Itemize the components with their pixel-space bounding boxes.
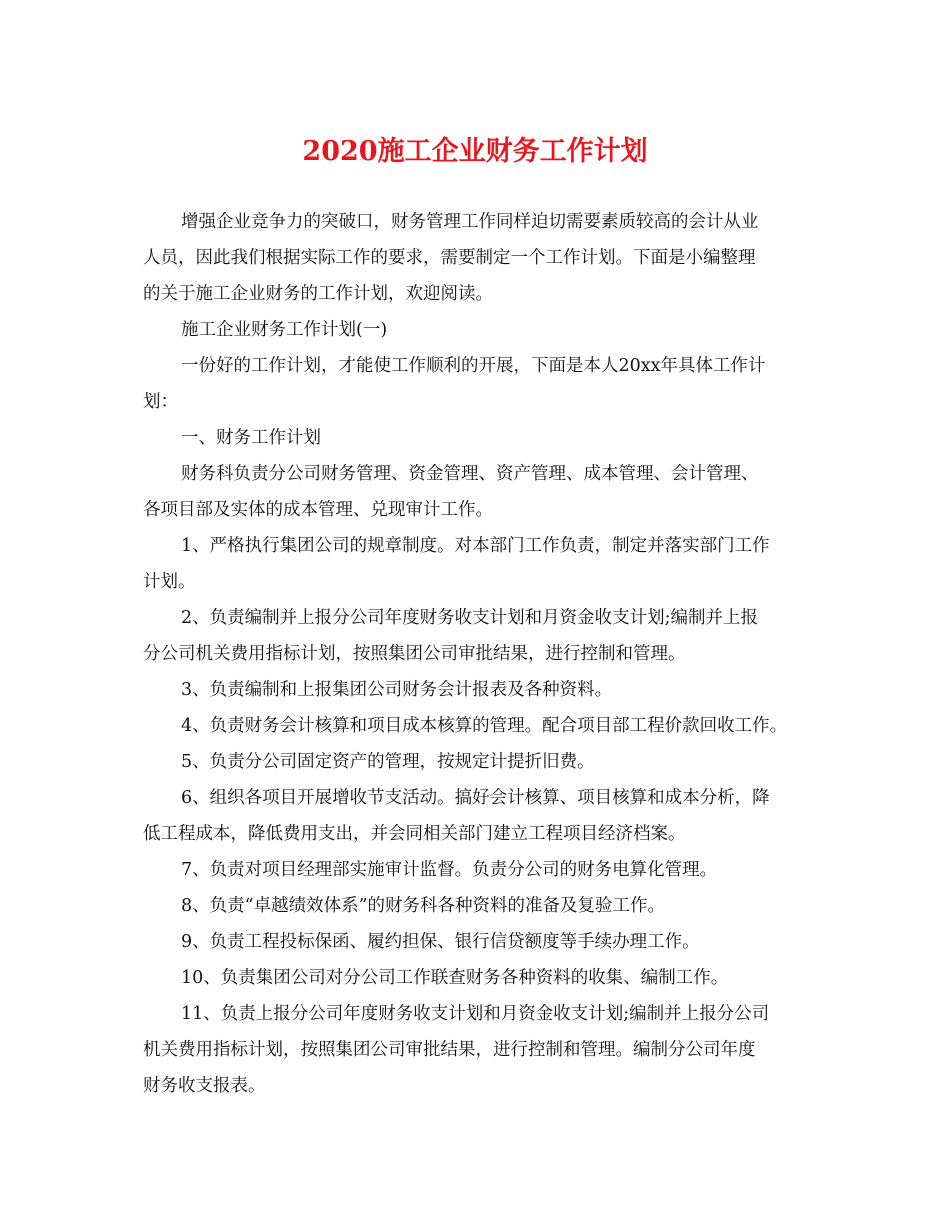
text-line: 2、负责编制并上报分公司年度财务收支计划和月资金收支计划;编制并上报 [181,608,759,628]
text-line: 施工企业财务工作计划(一) [181,320,388,340]
text-line: 财务收支报表。 [143,1076,266,1096]
text-line: 6、组织各项目开展增收节支活动。搞好会计核算、项目核算和成本分析，降 [181,788,770,808]
text-line: 11、负责上报分公司年度财务收支计划和月资金收支计划;编制并上报分公司 [181,1004,770,1024]
text-line: 8、负责“卓越绩效体系”的财务科各种资料的准备及复验工作。 [181,896,666,916]
text-line: 一、财务工作计划 [181,428,321,448]
text-line: 低工程成本，降低费用支出，并会同相关部门建立工程项目经济档案。 [143,824,686,844]
text-line: 各项目部及实体的成本管理、兑现审计工作。 [143,500,493,520]
text-line: 划： [143,392,178,412]
text-line: 财务科负责分公司财务管理、资金管理、资产管理、成本管理、会计管理、 [181,464,759,484]
text-line: 分公司机关费用指标计划，按照集团公司审批结果，进行控制和管理。 [143,644,686,664]
text-line: 计划。 [143,572,196,592]
text-line: 一份好的工作计划，才能使工作顺利的开展，下面是本人20xx年具体工作计 [181,356,766,376]
document-body [143,204,815,1104]
text-line: 5、负责分公司固定资产的管理，按规定计提折旧费。 [181,752,595,772]
text-line: 的关于施工企业财务的工作计划，欢迎阅读。 [143,284,493,304]
text-line: 7、负责对项目经理部实施审计监督。负责分公司的财务电算化管理。 [181,860,718,880]
text-line: 9、负责工程投标保函、履约担保、银行信贷额度等手续办理工作。 [181,932,700,952]
text-line: 机关费用指标计划，按照集团公司审批结果，进行控制和管理。编制分公司年度 [143,1040,756,1060]
text-line: 3、负责编制和上报集团公司财务会计报表及各种资料。 [181,680,613,700]
text-line: 1、严格执行集团公司的规章制度。对本部门工作负责，制定并落实部门工作 [181,536,770,556]
text-line: 10、负责集团公司对分公司工作联查财务各种资料的收集、编制工作。 [181,968,729,988]
text-line: 4、负责财务会计核算和项目成本核算的管理。配合项目部工程价款回收工作。 [181,716,788,736]
document-title: 2020施工企业财务工作计划 [302,136,648,167]
text-line: 人员，因此我们根据实际工作的要求，需要制定一个工作计划。下面是小编整理 [143,248,756,268]
text-line: 增强企业竞争力的突破口，财务管理工作同样迫切需要素质较高的会计从业 [181,212,759,232]
